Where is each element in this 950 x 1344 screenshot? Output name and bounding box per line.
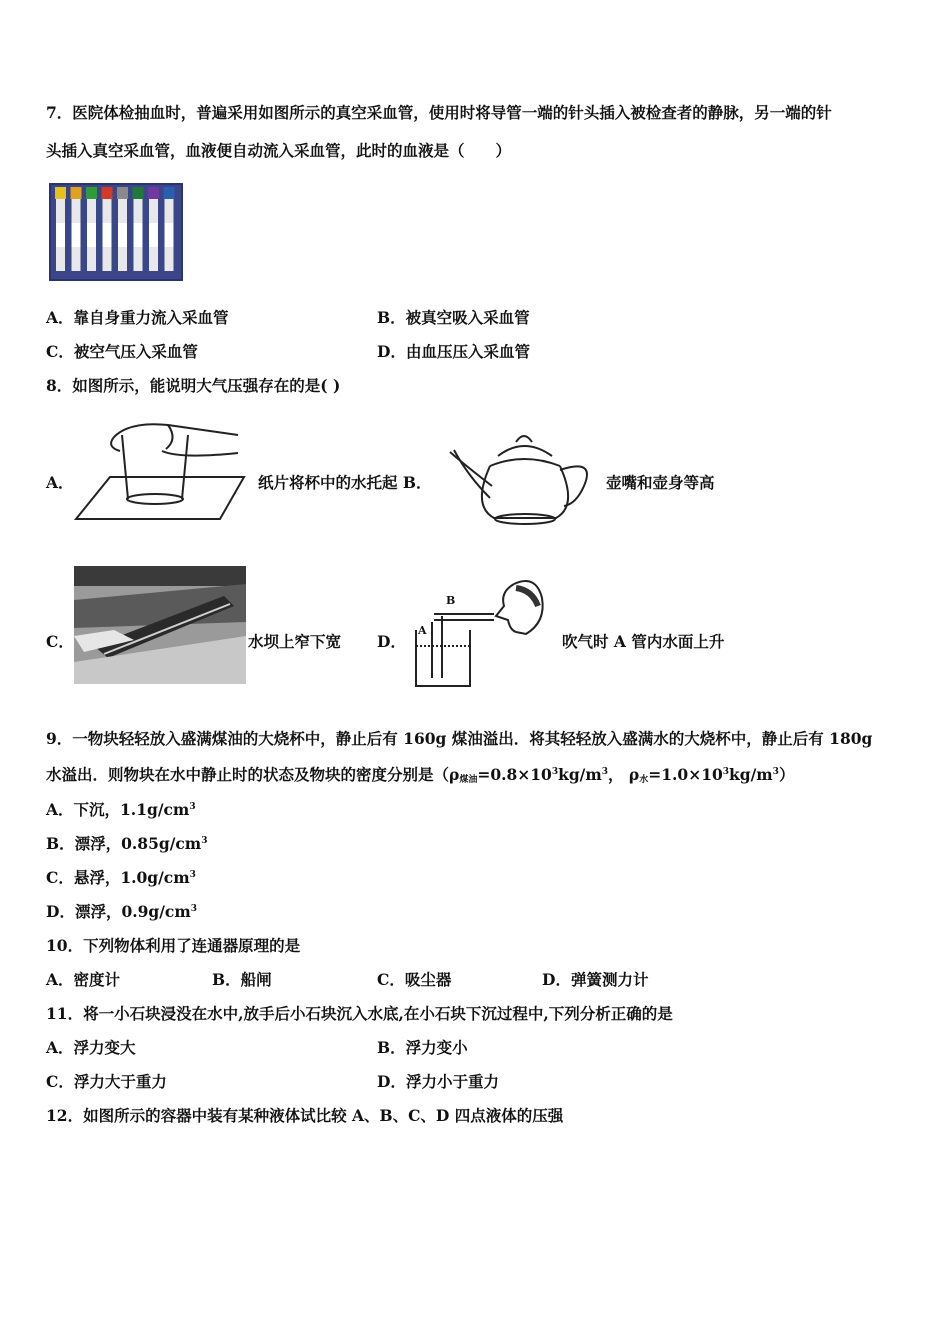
q11-option-b[interactable]: B．浮力变小 [377, 1038, 468, 1057]
q9-option-c[interactable]: C．悬浮，$1.0g/cm^3$ [46, 868, 196, 887]
q10-stem: 10．下列物体利用了连通器原理的是 [46, 936, 301, 955]
q8-option-a-label[interactable]: A． [46, 473, 74, 492]
q11-option-d[interactable]: D．浮力小于重力 [377, 1072, 499, 1091]
q8-option-c-label[interactable]: C． [46, 632, 74, 651]
q7-stem-line2: 头插入真空采血管，血液便自动流入采血管，此时的血液是（ ） [46, 141, 512, 160]
q11-option-a[interactable]: A．浮力变大 [46, 1038, 136, 1057]
q8-option-b-caption: 壶嘴和壶身等高 [606, 473, 715, 492]
q9-option-a[interactable]: A．下沉，$1.1g/cm^3$ [46, 800, 196, 819]
tube-cap [102, 187, 113, 199]
q8-option-a-caption: 纸片将杯中的水托起 B． [258, 473, 432, 492]
q7-option-b[interactable]: B．被真空吸入采血管 [377, 308, 530, 327]
q8-option-d-label[interactable]: D． [377, 632, 406, 651]
q9-option-d[interactable]: D．漂浮，$0.9g/cm^3$ [46, 902, 198, 921]
tube-label [56, 223, 65, 247]
q9-stem-line1: 9．一物块轻轻放入盛满煤油的大烧杯中，静止后有 160g 煤油溢出．将其轻轻放入盛满水的大烧杯中，静止后有 180g [46, 729, 873, 748]
q8-option-d-caption: 吹气时 A 管内水面上升 [562, 632, 725, 651]
q10-option-b[interactable]: B．船闸 [212, 970, 272, 989]
tube-label [72, 223, 81, 247]
q7-option-d[interactable]: D．由血压压入采血管 [377, 342, 530, 361]
fig-letter-a: A [418, 624, 427, 637]
q12-stem: 12．如图所示的容器中装有某种液体试比较 A、B、C、D 四点液体的压强 [46, 1106, 564, 1125]
tube-label [149, 223, 158, 247]
q9-stem-line2: 水溢出．则物块在水中静止时的状态及物块的密度分别是（$\rho_{煤油}=0.8\times 10^3kg/m^3$， $\rho_水=1.0\times 10^3kg/m^3$） [46, 765, 795, 785]
q10-option-d[interactable]: D．弹簧测力计 [542, 970, 649, 989]
tube-cap [148, 187, 159, 199]
tube-cap [164, 187, 175, 199]
q11-stem: 11．将一小石块浸没在水中,放手后小石块沉入水底,在小石块下沉过程中,下列分析正确的是 [46, 1004, 673, 1023]
tube-label [165, 223, 174, 247]
tube-label [103, 223, 112, 247]
tube-cap [133, 187, 144, 199]
tube-label [118, 223, 127, 247]
dam-photo-figure [74, 566, 246, 684]
q8-stem: 8．如图所示，能说明大气压强存在的是( ) [46, 376, 341, 395]
tube-cap [86, 187, 97, 199]
q11-option-c[interactable]: C．浮力大于重力 [46, 1072, 167, 1091]
q10-option-a[interactable]: A．密度计 [46, 970, 121, 989]
tube-cap [117, 187, 128, 199]
tube-label [87, 223, 96, 247]
blowing-straw-figure [408, 570, 548, 690]
q7-option-c[interactable]: C．被空气压入采血管 [46, 342, 198, 361]
blood-collection-tubes-figure [49, 183, 183, 281]
tube-cap [71, 187, 82, 199]
fig-letter-b: B [446, 594, 456, 607]
q9-option-b[interactable]: B．漂浮，$0.85g/cm^3$ [46, 834, 208, 853]
cup-paper-figure [70, 415, 246, 525]
teapot-figure [446, 426, 596, 528]
q7-stem-line1: 7．医院体检抽血时，普遍采用如图所示的真空采血管，使用时将导管一端的针头插入被检查者的静脉，另一端的针 [46, 103, 832, 122]
q8-option-c-caption: 水坝上窄下宽 [248, 632, 342, 651]
q7-option-a[interactable]: A．靠自身重力流入采血管 [46, 308, 229, 327]
tube-cap [55, 187, 66, 199]
tube-label [134, 223, 143, 247]
q10-option-c[interactable]: C．吸尘器 [377, 970, 452, 989]
